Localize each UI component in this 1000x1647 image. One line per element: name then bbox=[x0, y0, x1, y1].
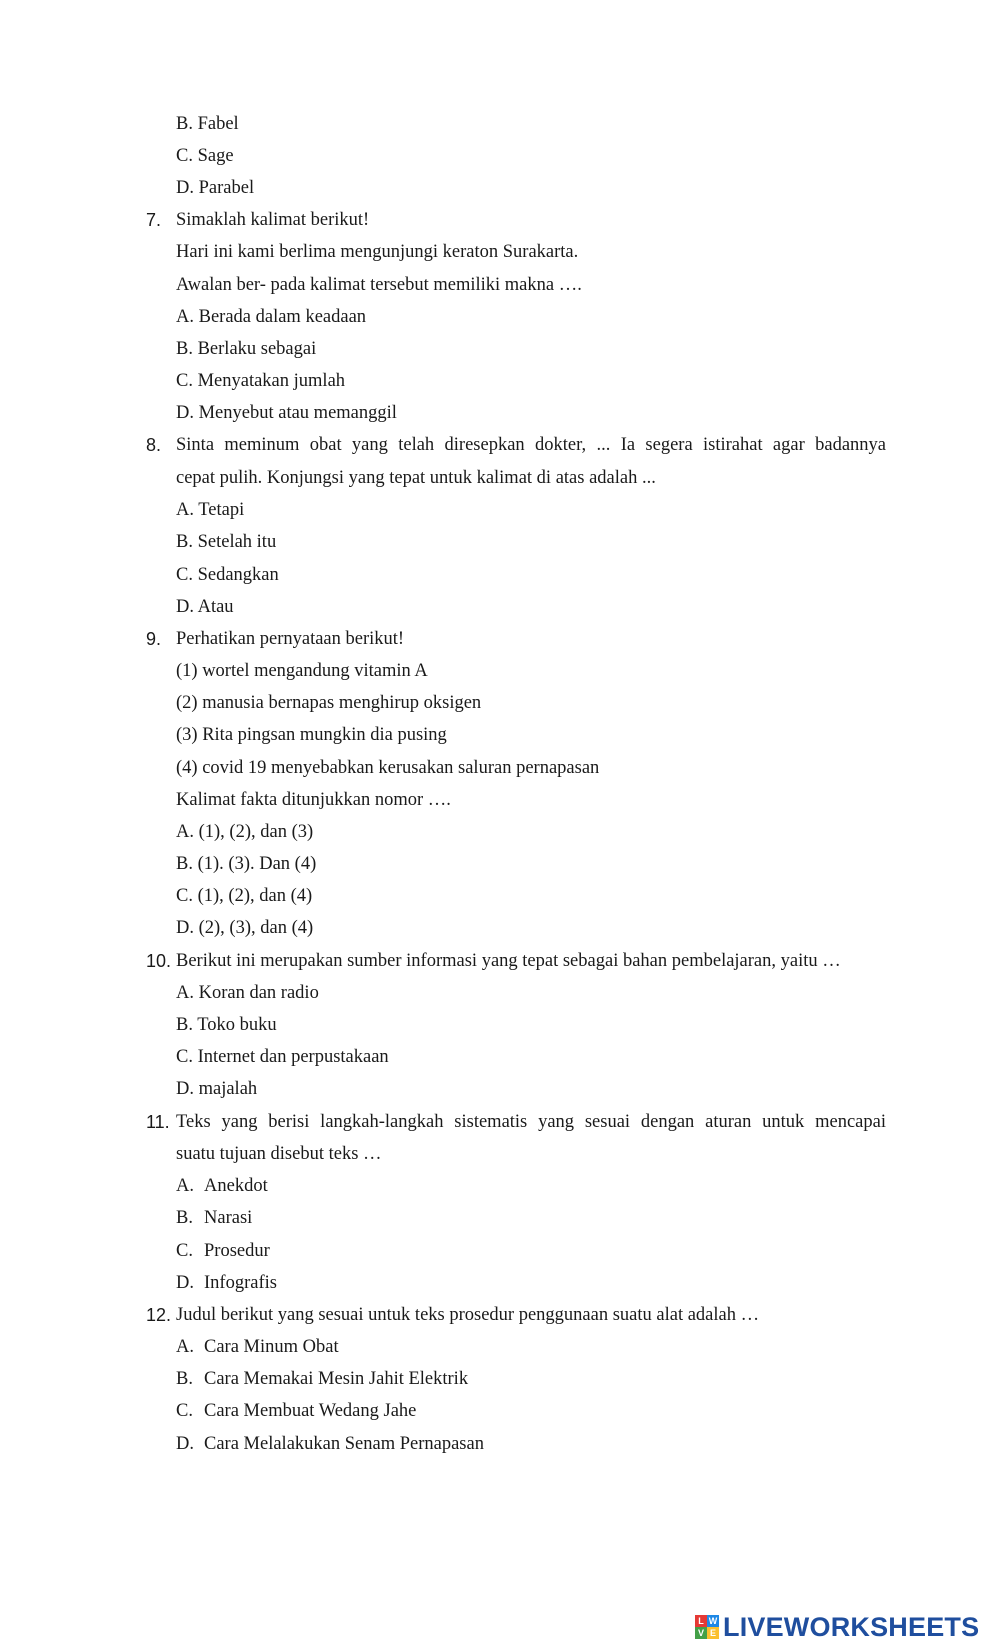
option-d bbox=[176, 1427, 886, 1461]
option-b: B. (1). (3). Dan (4) bbox=[176, 854, 317, 874]
option-c bbox=[176, 1394, 886, 1428]
question-text: Simaklah kalimat berikut! bbox=[176, 210, 370, 230]
option-letter: B. bbox=[176, 1369, 193, 1389]
option-b bbox=[176, 1201, 886, 1235]
option-text: Prosedur bbox=[204, 1241, 270, 1261]
option-b: B. Toko buku bbox=[176, 1015, 277, 1035]
question-number: 11. bbox=[146, 1112, 170, 1132]
option-c: C. Internet dan perpustakaan bbox=[176, 1047, 389, 1067]
option-a: A. (1), (2), dan (3) bbox=[176, 822, 314, 842]
option-text: Cara Melalakukan Senam Pernapasan bbox=[204, 1434, 484, 1454]
option-c: C. Sedangkan bbox=[176, 565, 279, 585]
option-d: D. Menyebut atau memanggil bbox=[176, 403, 397, 423]
question-text: Awalan ber- pada kalimat tersebut memiliki makna …. bbox=[176, 275, 582, 295]
option-text: Narasi bbox=[204, 1208, 253, 1228]
option-d: D. Atau bbox=[176, 597, 234, 617]
option-c: C. Sage bbox=[176, 146, 234, 166]
option-d: D. Parabel bbox=[176, 178, 255, 198]
option-letter: C. bbox=[176, 1401, 193, 1421]
liveworksheets-logo bbox=[695, 1611, 995, 1643]
question-text: suatu tujuan disebut teks … bbox=[176, 1144, 382, 1164]
brand-text: LIVEWORKSHEETS bbox=[723, 1611, 980, 1642]
statement-item: (1) wortel mengandung vitamin A bbox=[176, 661, 428, 681]
option-letter: D. bbox=[176, 1434, 194, 1454]
option-letter: B. bbox=[176, 1208, 193, 1228]
option-a bbox=[176, 1169, 886, 1203]
question-text: Judul berikut yang sesuai untuk teks prosedur penggunaan suatu alat adalah … bbox=[176, 1305, 760, 1325]
statement-item: (3) Rita pingsan mungkin dia pusing bbox=[176, 725, 447, 745]
question-text: Kalimat fakta ditunjukkan nomor …. bbox=[176, 790, 451, 810]
logo-icon bbox=[695, 1615, 719, 1639]
option-a bbox=[176, 1330, 886, 1364]
option-text: Cara Minum Obat bbox=[204, 1337, 339, 1357]
option-d: D. (2), (3), dan (4) bbox=[176, 918, 314, 938]
question-text: cepat pulih. Konjungsi yang tepat untuk kalimat di atas adalah ... bbox=[176, 468, 656, 488]
option-a: A. Koran dan radio bbox=[176, 983, 319, 1003]
question-text: Perhatikan pernyataan berikut! bbox=[176, 629, 405, 649]
question-number: 12. bbox=[146, 1305, 172, 1325]
option-b: B. Fabel bbox=[176, 114, 239, 134]
option-a: A. Berada dalam keadaan bbox=[176, 307, 367, 327]
option-text: Infografis bbox=[204, 1273, 277, 1293]
option-letter: A. bbox=[176, 1337, 194, 1357]
option-letter: D. bbox=[176, 1273, 194, 1293]
option-text: Anekdot bbox=[204, 1176, 268, 1196]
option-d: D. majalah bbox=[176, 1079, 258, 1099]
question-text: Teks yang berisi langkah-langkah sistematis yang sesuai dengan aturan untuk mencapai bbox=[176, 1112, 886, 1132]
option-a: A. Tetapi bbox=[176, 500, 245, 520]
option-b bbox=[176, 1362, 886, 1396]
question-text: Sinta meminum obat yang telah diresepkan dokter, ... Ia segera istirahat agar badannya bbox=[176, 435, 886, 455]
statement-item: (2) manusia bernapas menghirup oksigen bbox=[176, 693, 482, 713]
question-text: Berikut ini merupakan sumber informasi yang tepat sebagai bahan pembelajaran, yaitu … bbox=[176, 951, 841, 971]
option-letter: A. bbox=[176, 1176, 194, 1196]
option-text: Cara Membuat Wedang Jahe bbox=[204, 1401, 417, 1421]
question-text: Hari ini kami berlima mengunjungi keraton Surakarta. bbox=[176, 242, 579, 262]
statement-item: (4) covid 19 menyebabkan kerusakan saluran pernapasan bbox=[176, 758, 600, 778]
logo-letter: V bbox=[695, 1627, 707, 1639]
logo-letter: W bbox=[708, 1616, 718, 1626]
logo-letter: E bbox=[707, 1627, 719, 1639]
option-b: B. Berlaku sebagai bbox=[176, 339, 317, 359]
option-d bbox=[176, 1266, 886, 1300]
option-text: Cara Memakai Mesin Jahit Elektrik bbox=[204, 1369, 469, 1389]
option-letter: C. bbox=[176, 1241, 193, 1261]
logo-letter: L bbox=[695, 1615, 707, 1627]
option-c: C. Menyatakan jumlah bbox=[176, 371, 346, 391]
option-b: B. Setelah itu bbox=[176, 532, 277, 552]
question-number: 7. bbox=[146, 210, 162, 230]
option-c: C. (1), (2), dan (4) bbox=[176, 886, 313, 906]
option-c bbox=[176, 1234, 886, 1268]
question-number: 10. bbox=[146, 951, 172, 971]
question-number: 9. bbox=[146, 629, 162, 649]
question-number: 8. bbox=[146, 435, 162, 455]
